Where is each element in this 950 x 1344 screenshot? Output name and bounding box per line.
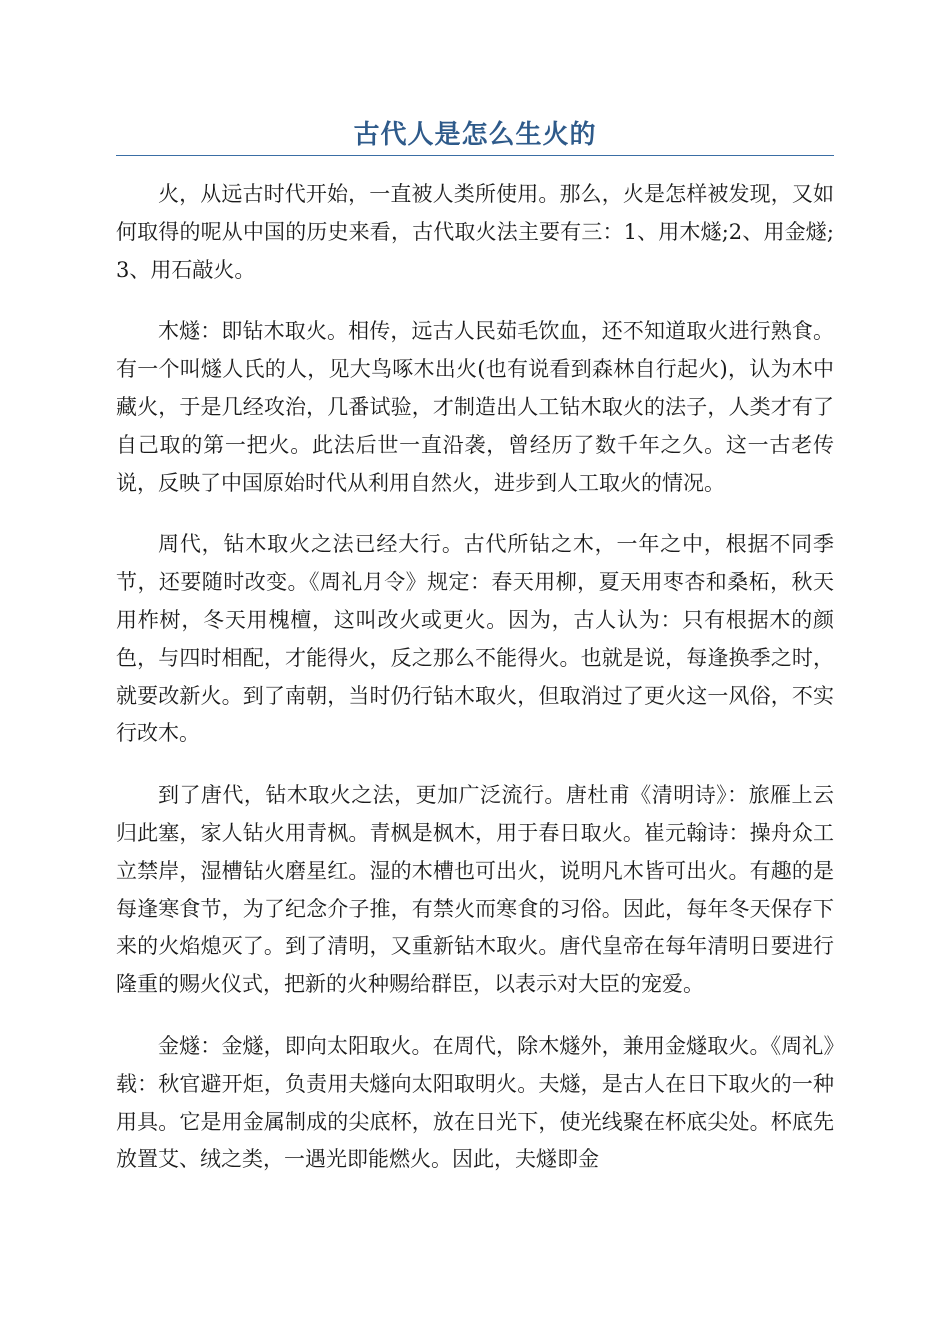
paragraph-zhou-dynasty: 周代，钻木取火之法已经大行。古代所钻之木，一年之中，根据不同季节，还要随时改变。《周礼月令》规定：春天用柳，夏天用枣杏和桑柘，秋天用柞树，冬天用槐檀，这叫改火或更火。因为，古人认为：只有根据木的颜色，与四时相配，才能得火，反之那么不能得火。也就是说，每逢换季之时，就要改新火。到了南朝，当时仍行钻木取火，但取消过了更火这一风俗，不实行改木。 bbox=[116, 532, 834, 746]
paragraph-metal-burning-mirror: 金燧：金燧，即向太阳取火。在周代，除木燧外，兼用金燧取火。《周礼》载：秋官避开炬，负责用夫燧向太阳取明火。夫燧，是古人在日下取火的一种用具。它是用金属制成的尖底杯，放在日光下，使光线聚在杯底尖处。杯底先放置艾、绒之类，一遇光即能燃火。因此，夫燧即金 bbox=[116, 1033, 834, 1172]
page-title: 古代人是怎么生火的 bbox=[353, 120, 597, 150]
paragraph-tang-dynasty: 到了唐代，钻木取火之法，更加广泛流行。唐杜甫《清明诗》：旅雁上云归此塞，家人钻火用青枫。青枫是枫木，用于春日取火。崔元翰诗：操舟众工立禁岸，湿槽钻火磨星红。湿的木槽也可出火，说明凡木皆可出火。有趣的是每逢寒食节，为了纪念介子推，有禁火而寒食的习俗。因此，每年冬天保存下来的火焰熄灭了。到了清明，又重新钻木取火。唐代皇帝在每年清明日要进行隆重的赐火仪式，把新的火种赐给群臣，以表示对大臣的宠爱。 bbox=[116, 783, 834, 997]
document-body bbox=[116, 176, 834, 1179]
paragraph-wood-drill: 木燧：即钻木取火。相传，远古人民茹毛饮血，还不知道取火进行熟食。有一个叫燧人氏的人，见大鸟啄木出火(也有说看到森林自行起火)，认为木中藏火，于是几经攻治，几番试验，才制造出人工钻木取火的法子，人类才有了自己取的第一把火。此法后世一直沿袭，曾经历了数千年之久。这一古老传说，反映了中国原始时代从利用自然火，进步到人工取火的情况。 bbox=[116, 319, 834, 495]
document-page bbox=[116, 0, 834, 1203]
title-underline bbox=[116, 155, 834, 156]
paragraph-intro: 火，从远古时代开始，一直被人类所使用。那么，火是怎样被发现，又如何取得的呢从中国的历史来看，古代取火法主要有三：1、用木燧;2、用金燧;3、用石敲火。 bbox=[116, 182, 834, 282]
